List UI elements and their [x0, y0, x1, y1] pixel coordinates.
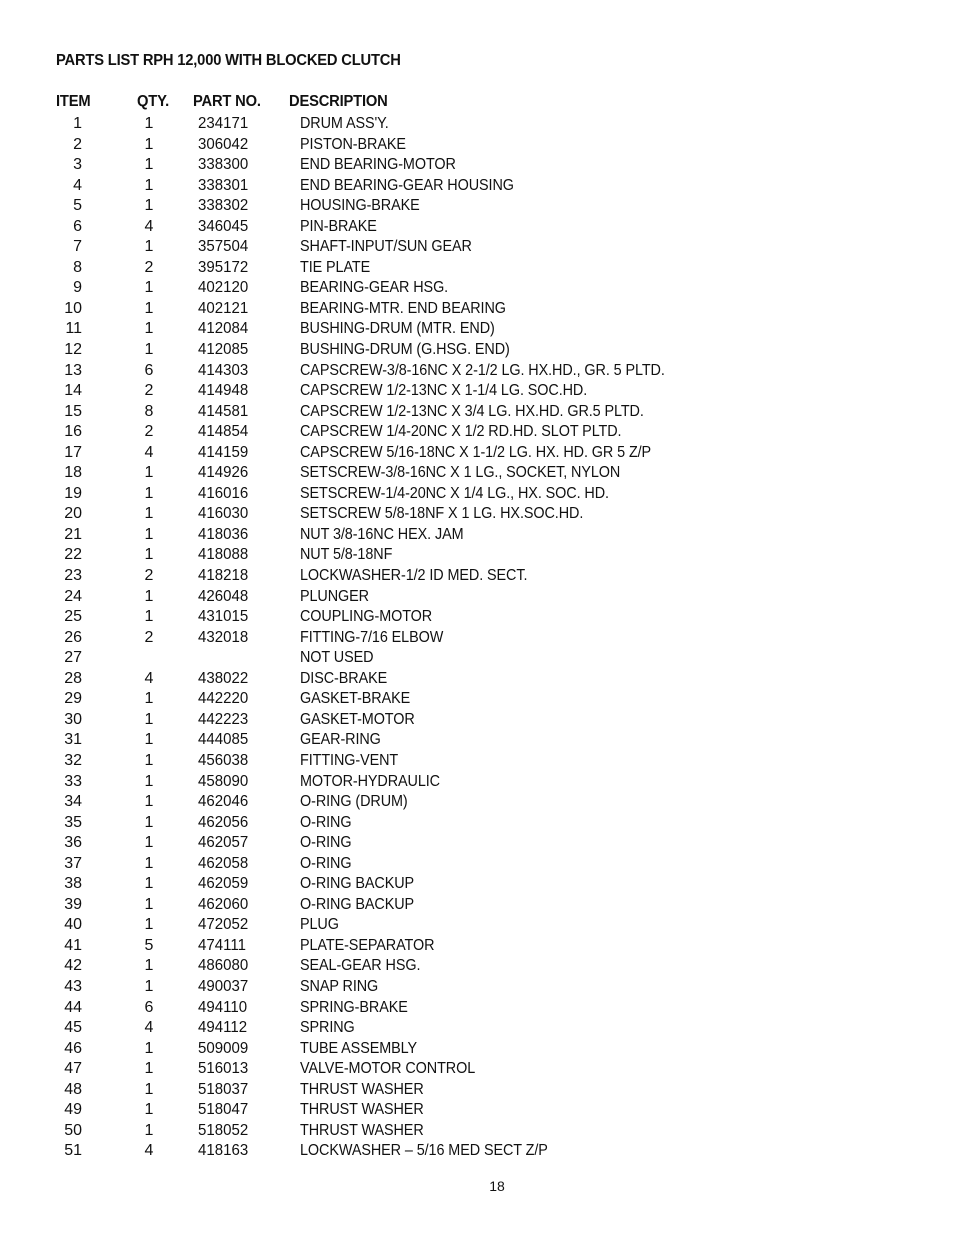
part-number: 338302 [198, 197, 249, 215]
item-number: 51 [64, 1142, 82, 1160]
item-number: 41 [64, 936, 82, 954]
table-row [0, 607, 954, 628]
description: O-RING [300, 813, 352, 831]
header-part-no: PART NO. [193, 93, 261, 110]
table-row [0, 936, 954, 957]
part-number: 431015 [198, 608, 249, 626]
table-header [0, 93, 954, 113]
description: HOUSING-BRAKE [300, 197, 420, 215]
part-number: 462058 [198, 854, 249, 872]
table-row [0, 1059, 954, 1080]
item-number: 30 [64, 710, 82, 728]
part-number: 416030 [198, 505, 249, 523]
description: CAPSCREW 1/2-13NC X 1-1/4 LG. SOC.HD. [300, 382, 588, 400]
item-number: 26 [64, 628, 82, 646]
quantity: 1 [144, 895, 154, 913]
item-number: 46 [64, 1039, 82, 1057]
description: PLUNGER [300, 587, 369, 605]
item-number: 29 [64, 690, 82, 708]
part-number: 494112 [198, 1019, 248, 1037]
item-number: 21 [64, 525, 82, 543]
table-row [0, 155, 954, 176]
part-number: 490037 [198, 977, 249, 995]
item-number: 39 [64, 895, 82, 913]
item-number: 17 [64, 443, 82, 461]
table-row [0, 504, 954, 525]
part-number: 462046 [198, 793, 249, 811]
description: O-RING BACKUP [300, 895, 415, 913]
quantity: 2 [144, 382, 154, 400]
part-number: 509009 [198, 1039, 249, 1057]
part-number: 414303 [198, 361, 249, 379]
part-number: 518037 [198, 1080, 249, 1098]
description: BEARING-GEAR HSG. [300, 279, 449, 297]
part-number: 472052 [198, 916, 249, 934]
quantity: 1 [144, 156, 154, 174]
table-row [0, 751, 954, 772]
header-item: ITEM [56, 93, 91, 110]
part-number: 338300 [198, 156, 249, 174]
table-row [0, 874, 954, 895]
description: BUSHING-DRUM (MTR. END) [300, 320, 495, 338]
item-number: 38 [64, 875, 82, 893]
description: GEAR-RING [300, 731, 381, 749]
description: LOCKWASHER – 5/16 MED SECT Z/P [300, 1142, 548, 1160]
description: FITTING-VENT [300, 751, 399, 769]
table-row [0, 114, 954, 135]
description: SETSCREW 5/8-18NF X 1 LG. HX.SOC.HD. [300, 505, 584, 523]
table-row [0, 792, 954, 813]
item-number: 48 [64, 1080, 82, 1098]
description: GASKET-BRAKE [300, 690, 411, 708]
table-row [0, 1018, 954, 1039]
quantity: 1 [144, 957, 154, 975]
part-number: 442220 [198, 690, 249, 708]
quantity: 1 [144, 299, 154, 317]
item-number: 40 [64, 916, 82, 934]
quantity: 1 [144, 341, 154, 359]
table-row [0, 915, 954, 936]
quantity: 1 [144, 505, 154, 523]
table-row [0, 895, 954, 916]
part-number: 462059 [198, 875, 249, 893]
table-row [0, 566, 954, 587]
description: DISC-BRAKE [300, 669, 388, 687]
part-number: 456038 [198, 751, 249, 769]
table-row [0, 299, 954, 320]
quantity: 4 [144, 217, 154, 235]
quantity: 2 [144, 628, 154, 646]
table-row [0, 956, 954, 977]
part-number: 474111 [198, 936, 246, 954]
quantity: 8 [144, 402, 154, 420]
part-number: 494110 [198, 998, 248, 1016]
parts-table [0, 114, 954, 1162]
quantity: 1 [144, 115, 154, 132]
item-number: 24 [64, 587, 82, 605]
quantity: 4 [144, 1142, 154, 1160]
part-number: 462060 [198, 895, 249, 913]
item-number: 3 [73, 156, 82, 174]
item-number: 10 [64, 299, 82, 317]
description: O-RING (DRUM) [300, 793, 408, 811]
description: END BEARING-GEAR HOUSING [300, 176, 514, 194]
item-number: 43 [64, 977, 82, 995]
quantity: 1 [144, 1060, 154, 1078]
table-row [0, 730, 954, 751]
part-number: 338301 [198, 176, 249, 194]
item-number: 1 [73, 115, 82, 132]
part-number: 418163 [198, 1142, 249, 1160]
item-number: 28 [64, 669, 82, 687]
header-qty: QTY. [137, 93, 169, 110]
item-number: 44 [64, 998, 82, 1016]
part-number: 418036 [198, 525, 249, 543]
item-number: 8 [73, 258, 82, 276]
description: MOTOR-HYDRAULIC [300, 772, 441, 790]
item-number: 2 [73, 135, 82, 153]
quantity: 1 [144, 135, 154, 153]
table-row [0, 833, 954, 854]
part-number: 395172 [198, 258, 249, 276]
description: SPRING-BRAKE [300, 998, 408, 1016]
table-row [0, 217, 954, 238]
item-number: 33 [64, 772, 82, 790]
part-number: 486080 [198, 957, 249, 975]
item-number: 19 [64, 484, 82, 502]
part-number: 357504 [198, 238, 249, 256]
item-number: 31 [64, 731, 82, 749]
description: PLUG [300, 916, 339, 934]
item-number: 22 [64, 546, 82, 564]
table-row [0, 525, 954, 546]
quantity: 1 [144, 916, 154, 934]
quantity: 1 [144, 875, 154, 893]
table-row [0, 340, 954, 361]
table-row [0, 628, 954, 649]
table-row [0, 135, 954, 156]
quantity: 1 [144, 731, 154, 749]
description: NOT USED [300, 649, 374, 667]
table-row [0, 319, 954, 340]
table-row [0, 587, 954, 608]
description: CAPSCREW 1/2-13NC X 3/4 LG. HX.HD. GR.5 PLTD. [300, 402, 644, 420]
description: FITTING-7/16 ELBOW [300, 628, 444, 646]
item-number: 15 [64, 402, 82, 420]
part-number: 442223 [198, 710, 249, 728]
part-number: 462056 [198, 813, 249, 831]
description: SHAFT-INPUT/SUN GEAR [300, 238, 472, 256]
item-number: 12 [64, 341, 82, 359]
part-number: 234171 [198, 115, 249, 132]
part-number: 426048 [198, 587, 249, 605]
item-number: 9 [73, 279, 82, 297]
part-number: 518047 [198, 1101, 249, 1119]
description: PISTON-BRAKE [300, 135, 406, 153]
part-number: 418218 [198, 567, 249, 585]
quantity: 1 [144, 834, 154, 852]
part-number: 414948 [198, 382, 249, 400]
description: NUT 5/8-18NF [300, 546, 393, 564]
table-row [0, 484, 954, 505]
table-row [0, 689, 954, 710]
part-number: 462057 [198, 834, 249, 852]
description: O-RING [300, 834, 352, 852]
quantity: 1 [144, 238, 154, 256]
description: TIE PLATE [300, 258, 371, 276]
quantity: 1 [144, 608, 154, 626]
quantity: 1 [144, 320, 154, 338]
quantity: 1 [144, 546, 154, 564]
item-number: 45 [64, 1019, 82, 1037]
description: TUBE ASSEMBLY [300, 1039, 418, 1057]
description: THRUST WASHER [300, 1080, 424, 1098]
quantity: 1 [144, 690, 154, 708]
quantity: 1 [144, 1080, 154, 1098]
table-row [0, 402, 954, 423]
item-number: 16 [64, 423, 82, 441]
quantity: 6 [144, 361, 154, 379]
part-number: 412084 [198, 320, 249, 338]
quantity: 1 [144, 587, 154, 605]
quantity: 1 [144, 710, 154, 728]
item-number: 14 [64, 382, 82, 400]
description: CAPSCREW 5/16-18NC X 1-1/2 LG. HX. HD. GR 5 Z/P [300, 443, 652, 461]
table-row [0, 422, 954, 443]
quantity: 2 [144, 258, 154, 276]
description: O-RING BACKUP [300, 875, 415, 893]
table-row [0, 648, 954, 669]
quantity: 1 [144, 793, 154, 811]
description: THRUST WASHER [300, 1101, 424, 1119]
description: CAPSCREW 1/4-20NC X 1/2 RD.HD. SLOT PLTD. [300, 423, 622, 441]
quantity: 1 [144, 854, 154, 872]
table-row [0, 176, 954, 197]
quantity: 4 [144, 1019, 154, 1037]
item-number: 23 [64, 567, 82, 585]
description: VALVE-MOTOR CONTROL [300, 1060, 476, 1078]
table-row [0, 278, 954, 299]
description: NUT 3/8-16NC HEX. JAM [300, 525, 464, 543]
part-number: 412085 [198, 341, 249, 359]
quantity: 4 [144, 443, 154, 461]
quantity: 1 [144, 813, 154, 831]
part-number: 444085 [198, 731, 249, 749]
description: END BEARING-MOTOR [300, 156, 456, 174]
item-number: 50 [64, 1121, 82, 1139]
table-row [0, 998, 954, 1019]
item-number: 47 [64, 1060, 82, 1078]
description: BUSHING-DRUM (G.HSG. END) [300, 341, 510, 359]
description: PLATE-SEPARATOR [300, 936, 435, 954]
quantity: 1 [144, 197, 154, 215]
description: COUPLING-MOTOR [300, 608, 433, 626]
part-number: 346045 [198, 217, 249, 235]
item-number: 32 [64, 751, 82, 769]
table-row [0, 1039, 954, 1060]
item-number: 37 [64, 854, 82, 872]
item-number: 42 [64, 957, 82, 975]
quantity: 1 [144, 176, 154, 194]
page-number: 18 [489, 1178, 505, 1194]
table-row [0, 463, 954, 484]
description: LOCKWASHER-1/2 ID MED. SECT. [300, 567, 528, 585]
item-number: 6 [73, 217, 82, 235]
description: SNAP RING [300, 977, 379, 995]
quantity: 2 [144, 567, 154, 585]
quantity: 1 [144, 484, 154, 502]
table-row [0, 196, 954, 217]
part-number: 414159 [198, 443, 249, 461]
item-number: 35 [64, 813, 82, 831]
quantity: 2 [144, 423, 154, 441]
table-row [0, 1141, 954, 1162]
table-row [0, 977, 954, 998]
table-row [0, 361, 954, 382]
part-number: 416016 [198, 484, 249, 502]
description: SETSCREW-3/8-16NC X 1 LG., SOCKET, NYLON [300, 464, 621, 482]
part-number: 402120 [198, 279, 249, 297]
part-number: 414854 [198, 423, 249, 441]
description: CAPSCREW-3/8-16NC X 2-1/2 LG. HX.HD., GR. 5 PLTD. [300, 361, 665, 379]
quantity: 1 [144, 525, 154, 543]
description: DRUM ASS'Y. [300, 115, 389, 132]
table-row [0, 258, 954, 279]
part-number: 306042 [198, 135, 249, 153]
quantity: 1 [144, 751, 154, 769]
table-row [0, 854, 954, 875]
header-description: DESCRIPTION [289, 93, 388, 110]
quantity: 1 [144, 279, 154, 297]
item-number: 36 [64, 834, 82, 852]
part-number: 518052 [198, 1121, 249, 1139]
description: O-RING [300, 854, 352, 872]
table-row [0, 443, 954, 464]
table-row [0, 545, 954, 566]
table-row [0, 1100, 954, 1121]
part-number: 414926 [198, 464, 249, 482]
table-row [0, 772, 954, 793]
description: THRUST WASHER [300, 1121, 424, 1139]
part-number: 432018 [198, 628, 249, 646]
table-row [0, 1121, 954, 1142]
item-number: 7 [73, 238, 82, 256]
quantity: 6 [144, 998, 154, 1016]
quantity: 4 [144, 669, 154, 687]
item-number: 11 [65, 320, 82, 338]
table-row [0, 669, 954, 690]
part-number: 414581 [198, 402, 249, 420]
quantity: 5 [144, 936, 154, 954]
item-number: 4 [73, 176, 82, 194]
item-number: 27 [64, 649, 82, 667]
quantity: 1 [144, 772, 154, 790]
page-title: PARTS LIST RPH 12,000 WITH BLOCKED CLUTCH [56, 52, 401, 69]
table-row [0, 381, 954, 402]
item-number: 34 [64, 793, 82, 811]
table-row [0, 710, 954, 731]
item-number: 20 [64, 505, 82, 523]
item-number: 18 [64, 464, 82, 482]
item-number: 49 [64, 1101, 82, 1119]
description: SPRING [300, 1019, 355, 1037]
description: GASKET-MOTOR [300, 710, 415, 728]
part-number: 418088 [198, 546, 249, 564]
part-number: 458090 [198, 772, 249, 790]
description: BEARING-MTR. END BEARING [300, 299, 506, 317]
quantity: 1 [144, 1039, 154, 1057]
description: SEAL-GEAR HSG. [300, 957, 421, 975]
description: SETSCREW-1/4-20NC X 1/4 LG., HX. SOC. HD. [300, 484, 609, 502]
part-number: 516013 [198, 1060, 249, 1078]
quantity: 1 [144, 1121, 154, 1139]
part-number: 402121 [198, 299, 249, 317]
item-number: 5 [73, 197, 82, 215]
table-row [0, 1080, 954, 1101]
table-row [0, 813, 954, 834]
quantity: 1 [144, 464, 154, 482]
part-number: 438022 [198, 669, 249, 687]
table-row [0, 237, 954, 258]
quantity: 1 [144, 1101, 154, 1119]
item-number: 25 [64, 608, 82, 626]
quantity: 1 [144, 977, 154, 995]
description: PIN-BRAKE [300, 217, 377, 235]
item-number: 13 [64, 361, 82, 379]
